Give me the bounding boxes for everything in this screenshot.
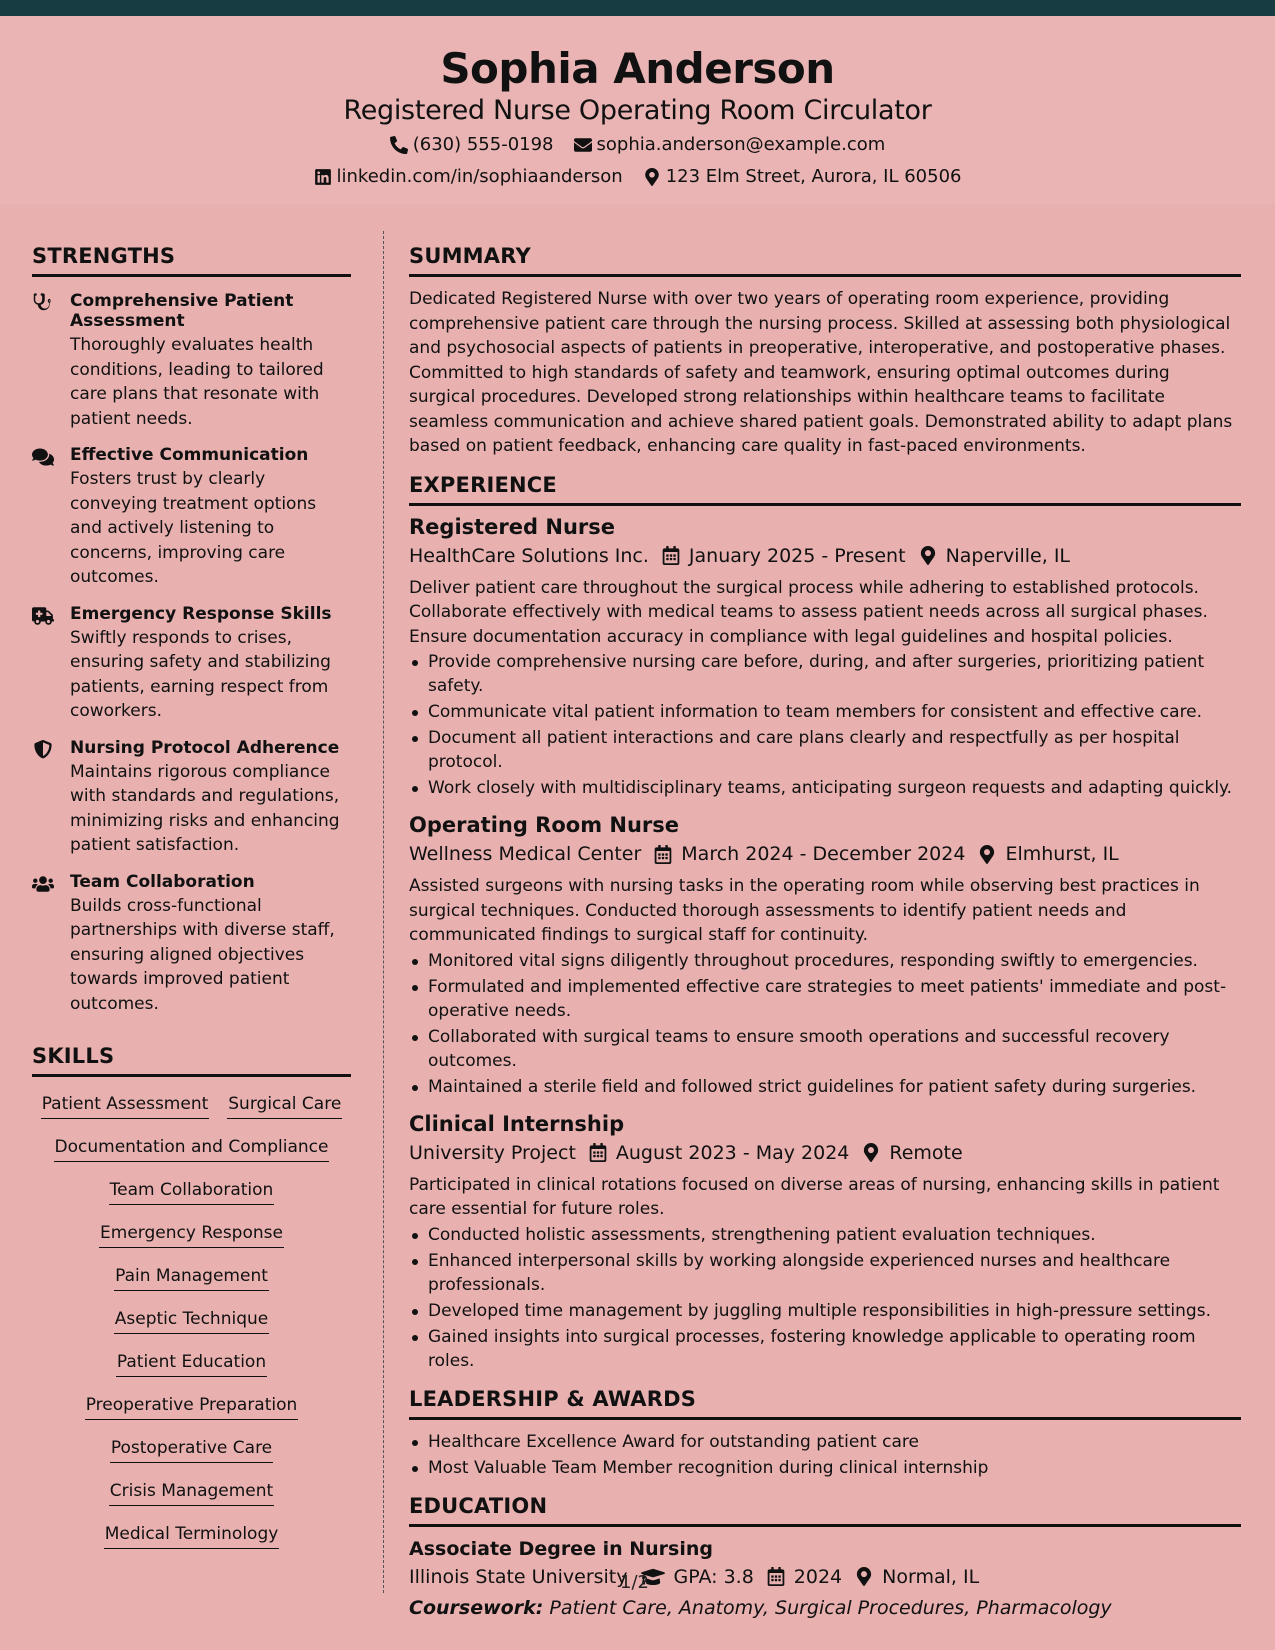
contact-row-1 <box>0 134 1275 155</box>
job-company: Wellness Medical Center <box>409 843 642 865</box>
skill-tag: Postoperative Care <box>110 1437 273 1463</box>
strength-title: Effective Communication <box>70 445 309 465</box>
job-entry <box>409 812 1241 1099</box>
calendar-icon <box>654 845 672 864</box>
degree-title: Associate Degree in Nursing <box>409 1537 713 1560</box>
map-marker-icon <box>978 845 996 864</box>
strength-item <box>32 872 351 1017</box>
skill-tag: Pain Management <box>114 1265 269 1291</box>
skills-list <box>32 1093 351 1549</box>
ambulance-icon <box>32 606 54 626</box>
job-description: Participated in clinical rotations focused on diverse areas of nursing, enhancing skills in patient care essential for future roles. <box>409 1174 1220 1219</box>
skill-tag: Team Collaboration <box>109 1179 275 1205</box>
address-contact <box>643 166 962 187</box>
graduation-year: 2024 <box>793 1565 843 1588</box>
contact-row-2 <box>0 166 1275 187</box>
skill-tag: Documentation and Compliance <box>54 1136 330 1162</box>
job-description: Assisted surgeons with nursing tasks in the operating room while observing best practices in surgical techniques. Conducted thorough assessments to identify patient needs and communicated findings to surgical staff for continuity. <box>409 876 1200 945</box>
strength-desc: Fosters trust by clearly conveying treatment options and actively listening to concerns, improving care outcomes. <box>70 469 317 587</box>
list-item: Formulated and implemented effective care strategies to meet patients' immediate and post-operative needs. <box>409 975 1241 1023</box>
strength-item <box>32 291 351 431</box>
phone-text: (630) 555-0198 <box>412 134 554 155</box>
strength-desc: Swiftly responds to crises, ensuring safety and stabilizing patients, earning respect from coworkers. <box>70 627 331 721</box>
skill-tag: Crisis Management <box>109 1480 274 1506</box>
strength-title: Comprehensive Patient Assessment <box>70 291 294 331</box>
skill-tag: Emergency Response <box>99 1222 284 1248</box>
job-title: Operating Room Nurse <box>409 813 680 837</box>
school-name: Illinois State University <box>409 1565 628 1588</box>
users-icon <box>32 874 54 894</box>
skill-tag: Surgical Care <box>227 1093 342 1119</box>
skill-tag: Medical Terminology <box>104 1523 280 1549</box>
list-item: Document all patient interactions and care plans clearly and respectfully as per hospital protocol. <box>409 726 1241 774</box>
list-item: Monitored vital signs diligently throughout procedures, responding swiftly to emergencies. <box>409 949 1241 973</box>
job-entry <box>409 1111 1241 1373</box>
job-title: Registered Nurse <box>409 514 615 539</box>
phone-icon <box>390 136 408 154</box>
job-title: Clinical Internship <box>409 1111 625 1136</box>
linkedin-icon <box>314 168 332 186</box>
strength-item <box>32 445 351 590</box>
list-item: Enhanced interpersonal skills by working alongside experienced nurses and healthcare professionals. <box>409 1249 1241 1297</box>
summary-text: Dedicated Registered Nurse with over two years of operating room experience, providing comprehensive patient care through the nursing process. Skilled at assessing both physiological and psychosocial aspects of patients in preoperative, interoperative, and postoperative phases. Committed to high standards of safety and teamwork, ensuring optimal outcomes during surgical procedures. Developed strong relationships within healthcare teams to facilitate seamless communication and achieve shared patient goals. Demonstrated ability to adapt plans based on patient feedback, enhancing care quality in fast-paced environments. <box>409 289 1233 456</box>
skills-heading: SKILLS <box>32 1044 351 1077</box>
education-heading: EDUCATION <box>409 1494 1241 1527</box>
strength-desc: Thoroughly evaluates health conditions, leading to tailored care plans that resonate with patient needs. <box>70 335 324 429</box>
summary-heading: SUMMARY <box>409 244 1241 277</box>
skill-tag: Patient Assessment <box>41 1093 210 1119</box>
map-marker-icon <box>919 546 937 565</box>
map-marker-icon <box>643 168 661 186</box>
coursework-text: Patient Care, Anatomy, Surgical Procedures, Pharmacology <box>549 1596 1112 1619</box>
map-marker-icon <box>855 1567 873 1586</box>
phone-contact <box>390 134 554 155</box>
strength-item <box>32 738 351 858</box>
job-meta <box>409 840 1241 868</box>
candidate-title: Registered Nurse Operating Room Circulator <box>343 95 932 126</box>
calendar-icon <box>767 1567 785 1586</box>
resume-header <box>0 16 1275 204</box>
job-bullets <box>409 949 1241 1099</box>
right-column <box>409 244 1241 1621</box>
job-bullets <box>409 650 1241 800</box>
strength-desc: Maintains rigorous compliance with standards and regulations, minimizing risks and enhancing patient satisfaction. <box>70 761 340 855</box>
candidate-name: Sophia Anderson <box>440 44 835 93</box>
job-dates: August 2023 - May 2024 <box>615 1141 850 1164</box>
list-item: Healthcare Excellence Award for outstanding patient care <box>409 1430 1241 1454</box>
top-bar <box>0 0 1275 16</box>
job-bullets <box>409 1223 1241 1373</box>
email-contact[interactable] <box>574 134 886 155</box>
linkedin-text[interactable]: linkedin.com/in/sophiaanderson <box>336 166 623 187</box>
list-item: Developed time management by juggling multiple responsibilities in high-pressure settings. <box>409 1299 1241 1323</box>
coursework <box>409 1595 1241 1621</box>
list-item: Maintained a sterile field and followed strict guidelines for patient safety during surgeries. <box>409 1075 1241 1099</box>
shield-icon <box>32 740 54 760</box>
job-meta <box>409 542 1241 570</box>
job-location: Naperville, IL <box>945 544 1071 567</box>
strengths-heading: STRENGTHS <box>32 244 351 277</box>
list-item: Gained insights into surgical processes, fostering knowledge applicable to operating room roles. <box>409 1325 1241 1373</box>
strength-item <box>32 604 351 724</box>
list-item: Work closely with multidisciplinary teams, anticipating surgeon requests and adapting quickly. <box>409 776 1241 800</box>
list-item: Most Valuable Team Member recognition during clinical internship <box>409 1456 1241 1480</box>
strength-title: Team Collaboration <box>70 871 255 892</box>
left-column <box>32 244 351 1549</box>
list-item: Conducted holistic assessments, strengthening patient evaluation techniques. <box>409 1223 1241 1247</box>
education-meta <box>409 1563 1241 1591</box>
skill-tag: Patient Education <box>116 1351 267 1377</box>
address-text: 123 Elm Street, Aurora, IL 60506 <box>665 166 962 187</box>
envelope-icon <box>574 136 592 154</box>
list-item: Communicate vital patient information to team members for consistent and effective care. <box>409 700 1241 724</box>
strength-title: Emergency Response Skills <box>70 603 332 624</box>
gpa-text: GPA: 3.8 <box>673 1565 754 1588</box>
linkedin-contact[interactable] <box>314 166 623 187</box>
page-number: 1/2 <box>620 1572 649 1593</box>
calendar-icon <box>662 546 680 565</box>
experience-heading: EXPERIENCE <box>409 473 1241 506</box>
email-text[interactable]: sophia.anderson@example.com <box>596 134 886 155</box>
strength-desc: Builds cross-functional partnerships with diverse staff, ensuring aligned objectives towards improved patient outcomes. <box>70 895 335 1014</box>
job-meta <box>409 1139 1241 1167</box>
coursework-label: Coursework: <box>409 1596 544 1619</box>
awards-heading: LEADERSHIP & AWARDS <box>409 1387 1241 1420</box>
job-entry <box>409 514 1241 801</box>
list-item: Provide comprehensive nursing care before, during, and after surgeries, prioritizing patient safety. <box>409 650 1241 698</box>
job-company: HealthCare Solutions Inc. <box>409 544 649 567</box>
comments-icon <box>32 447 54 467</box>
job-company: University Project <box>409 1141 576 1164</box>
awards-list <box>409 1430 1241 1480</box>
map-marker-icon <box>862 1143 880 1162</box>
job-description: Deliver patient care throughout the surgical process while adhering to established protocols. Collaborate effectively with medical teams to assess patient needs across all surgical phases. Ensure documentation accuracy in compliance with legal guidelines and hospital policies. <box>409 577 1208 647</box>
column-divider <box>383 231 384 1593</box>
job-dates: March 2024 - December 2024 <box>681 843 966 865</box>
stethoscope-icon <box>32 293 54 313</box>
strength-title: Nursing Protocol Adherence <box>70 737 340 758</box>
job-location: Elmhurst, IL <box>1005 843 1119 865</box>
skill-tag: Aseptic Technique <box>114 1308 269 1334</box>
skill-tag: Preoperative Preparation <box>85 1394 299 1420</box>
school-location: Normal, IL <box>882 1565 980 1588</box>
job-dates: January 2025 - Present <box>688 544 906 567</box>
job-location: Remote <box>889 1141 963 1164</box>
list-item: Collaborated with surgical teams to ensure smooth operations and successful recovery outcomes. <box>409 1025 1241 1073</box>
calendar-icon <box>589 1143 607 1162</box>
